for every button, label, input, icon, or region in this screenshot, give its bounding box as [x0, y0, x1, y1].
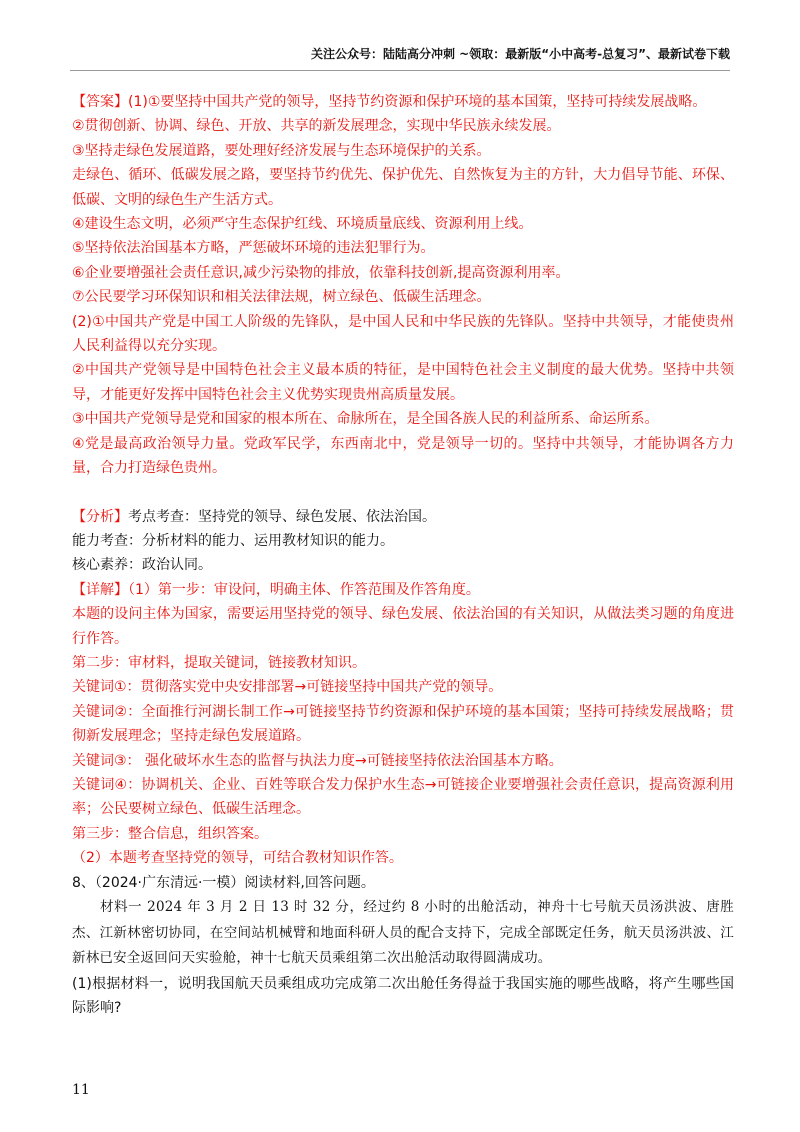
answer-line-4: 走绿色、循环、低碳发展之路，要坚持节约优先、保护优先、自然恢复为主的方针，大力倡导节能、环保、低碳、文明的绿色生产生活方式。 — [72, 167, 734, 208]
detail-line-9: （2）本题考查坚持党的领导，可结合教材知识作答。 — [72, 850, 403, 867]
answer-line-2: ②贯彻创新、协调、绿色、开放、共享的新发展理念，实现中华民族永续发展。 — [72, 118, 561, 135]
page-content — [72, 90, 734, 1020]
section-gap — [72, 481, 734, 505]
detail-line-6: 关键词③： 强化破坏水生态的监督与执法力度→可链接坚持依法治国基本方略。 — [72, 752, 563, 769]
detail-line-4: 关键词①：贯彻落实党中央安排部署→可链接坚持中国共产党的领导。 — [72, 679, 503, 696]
question-8-sub-1: (1)根据材料一，说明我国航天员乘组成功完成第二次出舱任务得益于我国实施的哪些战略，将产生哪些国际影响? — [72, 975, 734, 1016]
answer-line-10: ②中国共产党领导是中国特色社会主义最本质的特征，是中国特色社会主义制度的最大优势。坚持中共领导，才能更好发挥中国特色社会主义优势实现贵州高质量发展。 — [72, 362, 734, 403]
detail-line-3: 第二步：审材料，提取关键词，链接教材知识。 — [72, 654, 366, 671]
detail-line-5: 关键词②：全面推行河湖长制工作→可链接坚持节约资源和保护环境的基本国策；坚持可持续发展战略；贯彻新发展理念；坚持走绿色发展道路。 — [72, 703, 734, 745]
question-8-title: 8、（2024·广东清远·一模）阅读材料,回答问题。 — [72, 874, 375, 891]
detail-line-2: 本题的设问主体为国家，需要运用坚持党的领导、绿色发展、依法治国的有关知识，从做法类习题的角度进行作答。 — [72, 606, 734, 647]
answer-line-9: (2)①中国共产党是中国工人阶级的先锋队，是中国人民和中华民族的先锋队。坚持中共领导，才能使贵州人民利益得以充分实现。 — [72, 313, 734, 355]
answer-text: (1)①要坚持中国共产党的领导，坚持节约资源和保护环境的基本国策，坚持可持续发展战略。 — [128, 94, 707, 110]
answer-tag: 【答案】 — [72, 94, 128, 110]
analysis-text-1: 考点考查：坚持党的领导、绿色发展、依法治国。 — [128, 508, 436, 525]
question-8-material: 材料一 2024 年 3 月 2 日 13 时 32 分，经过约 8 小时的出舱活动，神舟十七号航天员汤洪波、唐胜杰、江新林密切协同，在空间站机械臂和地面科研人员的配合支持下，完成全部既定任务，航天员汤洪波、江新林已安全返回问天实验舱，神十七航天员乘组第二次出舱活动取得圆满成功。 — [72, 899, 734, 966]
analysis-tag: 【分析】 — [72, 508, 128, 525]
detail-line-7: 关键词④：协调机关、企业、百姓等联合发力保护水生态→可链接企业要增强社会责任意识，提高资源利用率；公民要树立绿色、低碳生活理念。 — [72, 776, 734, 818]
answer-line-6: ⑤坚持依法治国基本方略，严惩破坏环境的违法犯罪行为。 — [72, 240, 435, 257]
answer-line-8: ⑦公民要学习环保知识和相关法律法规，树立绿色、低碳生活理念。 — [72, 289, 491, 306]
answer-line-12: ④党是最高政治领导力量。党政军民学，东西南北中，党是领导一切的。坚持中共领导，才能协调各方力量，合力打造绿色贵州。 — [72, 435, 734, 477]
detail-tag: 【详解】 — [72, 581, 128, 598]
page-number: 11 — [72, 1082, 90, 1098]
answer-line-3: ③坚持走绿色发展道路，要处理好经济发展与生态环境保护的关系。 — [72, 142, 491, 159]
answer-line-5: ④建设生态文明，必须严守生态保护红线、环境质量底线、资源利用上线。 — [72, 216, 533, 233]
answer-line-7: ⑥企业要增强社会责任意识,减少污染物的排放，依靠科技创新,提高资源利用率。 — [72, 264, 570, 281]
analysis-line-2: 能力考查：分析材料的能力、运用教材知识的能力。 — [72, 532, 394, 549]
analysis-line-3: 核心素养：政治认同。 — [72, 557, 212, 574]
answer-line-11: ③中国共产党领导是党和国家的根本所在、命脉所在，是全国各族人民的利益所系、命运所系。 — [72, 411, 659, 428]
detail-line-8: 第三步：整合信息，组织答案。 — [72, 825, 268, 842]
analysis-line-1 — [72, 505, 734, 529]
answer-line-1 — [72, 90, 734, 114]
detail-line-1 — [72, 578, 734, 602]
page-header: 关注公众号：陆陆高分冲刺 ~领取：最新版“小中高考-总复习”、最新试卷下载 — [311, 47, 730, 61]
detail-text-1: （1）第一步：审设问，明确主体、作答范围及作答角度。 — [128, 581, 480, 598]
header-divider — [70, 70, 730, 71]
